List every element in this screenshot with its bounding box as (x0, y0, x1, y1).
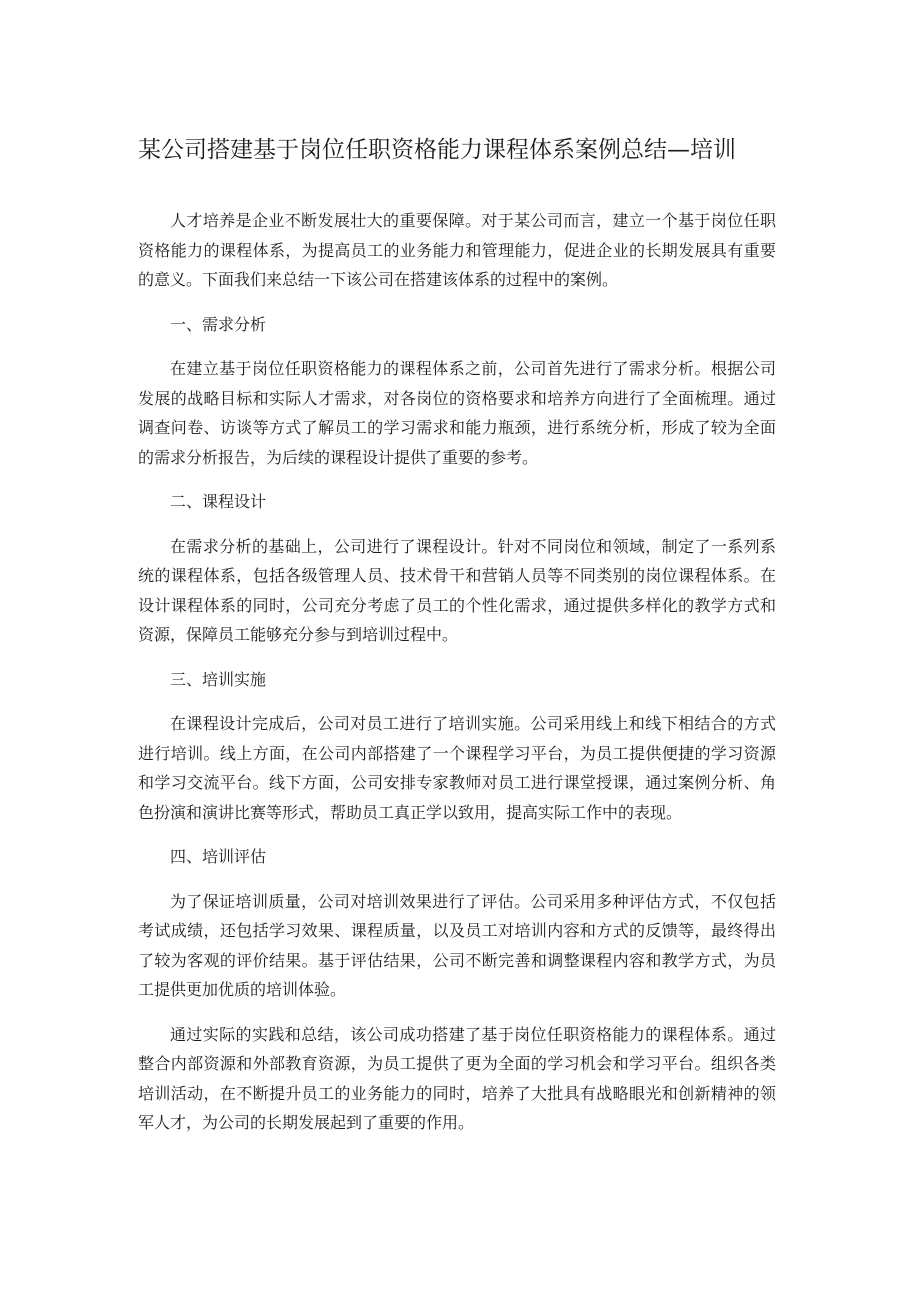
document-title: 某公司搭建基于岗位任职资格能力课程体系案例总结—培训 (138, 137, 736, 163)
conclusion-paragraph: 通过实际的实践和总结，该公司成功搭建了基于岗位任职资格能力的课程体系。通过整合内部资源和外部教育资源，为员工提供了更为全面的学习机会和学习平台。组织各类培训活动，在不断提升员工的业务能力的同时，培养了大批具有战略眼光和创新精神的领军人才，为公司的长期发展起到了重要的作用。 (138, 1024, 776, 1132)
paragraph-training-evaluation: 为了保证培训质量，公司对培训效果进行了评估。公司采用多种评估方式，不仅包括考试成绩，还包括学习效果、课程质量，以及员工对培训内容和方式的反馈等，最终得出了较为客观的评价结果。基于评估结果，公司不断完善和调整课程内容和教学方式，为员工提供更加优质的培训体验。 (138, 891, 776, 999)
section-heading-needs-analysis: 一、需求分析 (170, 314, 267, 334)
document-body (138, 206, 776, 1153)
section-heading-training-evaluation: 四、培训评估 (170, 847, 267, 866)
paragraph-needs-analysis: 在建立基于岗位任职资格能力的课程体系之前，公司首先进行了需求分析。根据公司发展的战略目标和实际人才需求，对各岗位的资格要求和培养方向进行了全面梳理。通过调查问卷、访谈等方式了解员工的学习需求和能力瓶颈，进行系统分析，形成了较为全面的需求分析报告，为后续的课程设计提供了重要的参考。 (138, 359, 776, 467)
paragraph-course-design: 在需求分析的基础上，公司进行了课程设计。针对不同岗位和领域，制定了一系列系统的课程体系，包括各级管理人员、技术骨干和营销人员等不同类别的岗位课程体系。在设计课程体系的同时，公司充分考虑了员工的个性化需求，通过提供多样化的教学方式和资源，保障员工能够充分参与到培训过程中。 (138, 536, 776, 644)
intro-paragraph: 人才培养是企业不断发展壮大的重要保障。对于某公司而言，建立一个基于岗位任职资格能力的课程体系，为提高员工的业务能力和管理能力，促进企业的长期发展具有重要的意义。下面我们来总结一下该公司在搭建该体系的过程中的案例。 (138, 211, 776, 289)
section-heading-training-implementation: 三、培训实施 (170, 669, 267, 689)
section-heading-course-design: 二、课程设计 (170, 492, 267, 511)
paragraph-training-implementation: 在课程设计完成后，公司对员工进行了培训实施。公司采用线上和线下相结合的方式进行培训。线上方面，在公司内部搭建了一个课程学习平台，为员工提供便捷的学习资源和学习交流平台。线下方面，公司安排专家教师对员工进行课堂授课，通过案例分析、角色扮演和演讲比赛等形式，帮助员工真正学以致用，提高实际工作中的表现。 (138, 714, 776, 822)
